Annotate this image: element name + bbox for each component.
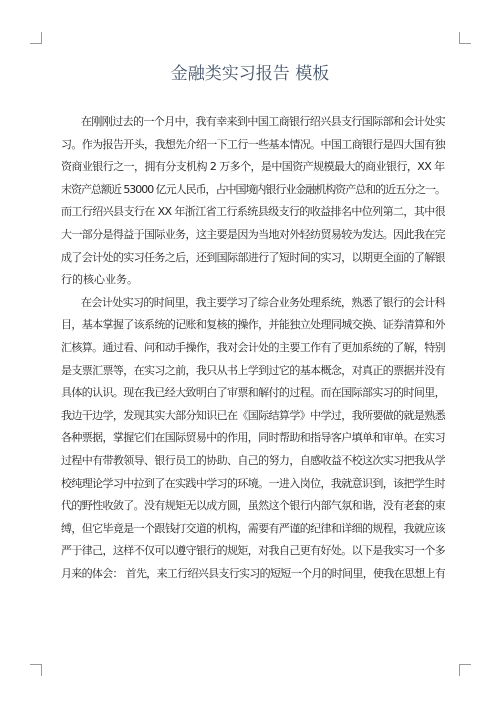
paragraph-line: 末资产总额近 53000 亿元人民币，占中国境内银行业金融机构资产总和的近五分之一。 [61,182,445,196]
paragraph-line: 在会计处实习的时间里，我主要学习了综合业务处理系统，熟悉了银行的会计科 [81,295,445,309]
paragraph-line: 目，基本掌握了该系统的记账和复核的操作，并能独立处理同城交换、证券清算和外 [61,318,445,332]
crop-mark-top-left [30,32,42,44]
paragraph-line: 在刚刚过去的一个月中，我有幸来到中国工商银行绍兴县支行国际部和会计处实 [81,115,445,128]
paragraph-line: 是支票汇票等，在实习之前，我只从书上学到过它的基本概念，对真正的票据并没有 [61,363,445,377]
paragraph-line: 习。作为报告开头，我想先介绍一下工行一些基本情况。中国工商银行是四大国有独 [61,137,445,151]
paragraph-line: 资商业银行之一，拥有分支机构 2 万多个，是中国资产规模最大的商业银行，XX 年 [61,160,445,174]
paragraph-line: 各种票据，掌握它们在国际贸易中的作用，同时帮助和指导客户填单和审单。在实习 [61,431,445,445]
paragraph-line: 而工行绍兴县支行在 XX 年浙江省工行系统县级支行的收益排名中位列第二，其中很 [61,205,445,219]
paragraph-2 [61,292,445,586]
crop-mark-bottom-left [30,664,42,676]
crop-mark-bottom-right [459,664,471,676]
crop-mark-top-right [459,32,471,44]
paragraph-line: 行的核心业务。 [61,273,138,287]
document-title: 金融类实习报告 模板 [170,64,330,84]
paragraph-line: 具体的认识。现在我已经大致明白了审票和解付的过程。而在国际部实习的时间里， [61,386,445,400]
paragraph-line: 成了会计处的实习任务之后，还到国际部进行了短时间的实习，以期更全面的了解银 [61,250,445,264]
document-body [61,111,445,585]
paragraph-line: 校纯理论学习中拉到了在实践中学习的环境。一进入岗位，我就意识到，该把学生时 [61,476,445,490]
paragraph-line: 我边干边学，发现其实大部分知识已在《国际结算学》中学过，我所要做的就是熟悉 [61,408,445,422]
paragraph-line: 缚，但它毕竟是一个跟钱打交道的机构，需要有严谨的纪律和详细的规程，我就应该 [61,521,445,535]
paragraph-line: 过程中有带教领导、银行员工的协助、自己的努力，自感收益不校这次实习把我从学 [61,453,445,467]
paragraph-line: 严于律己，这样不仅可以遵守银行的规矩，对我自己更有好处。以下是我实习一个多 [61,544,445,558]
paragraph-line: 月来的体会： 首先，来工行绍兴县支行实习的短短一个月的时间里，使我在思想上有 [61,566,445,580]
paragraph-line: 汇核算。通过看、问和动手操作，我对会计处的主要工作有了更加系统的了解，特别 [61,340,445,354]
paragraph-1 [61,111,445,292]
paragraph-line: 代的野性收敛了。没有规矩无以成方圆，虽然这个银行内部气氛和谐，没有老套的束 [61,499,445,513]
paragraph-line: 大一部分是得益于国际业务，这主要是因为当地对外轻纺贸易较为发达。因此我在完 [61,227,445,241]
